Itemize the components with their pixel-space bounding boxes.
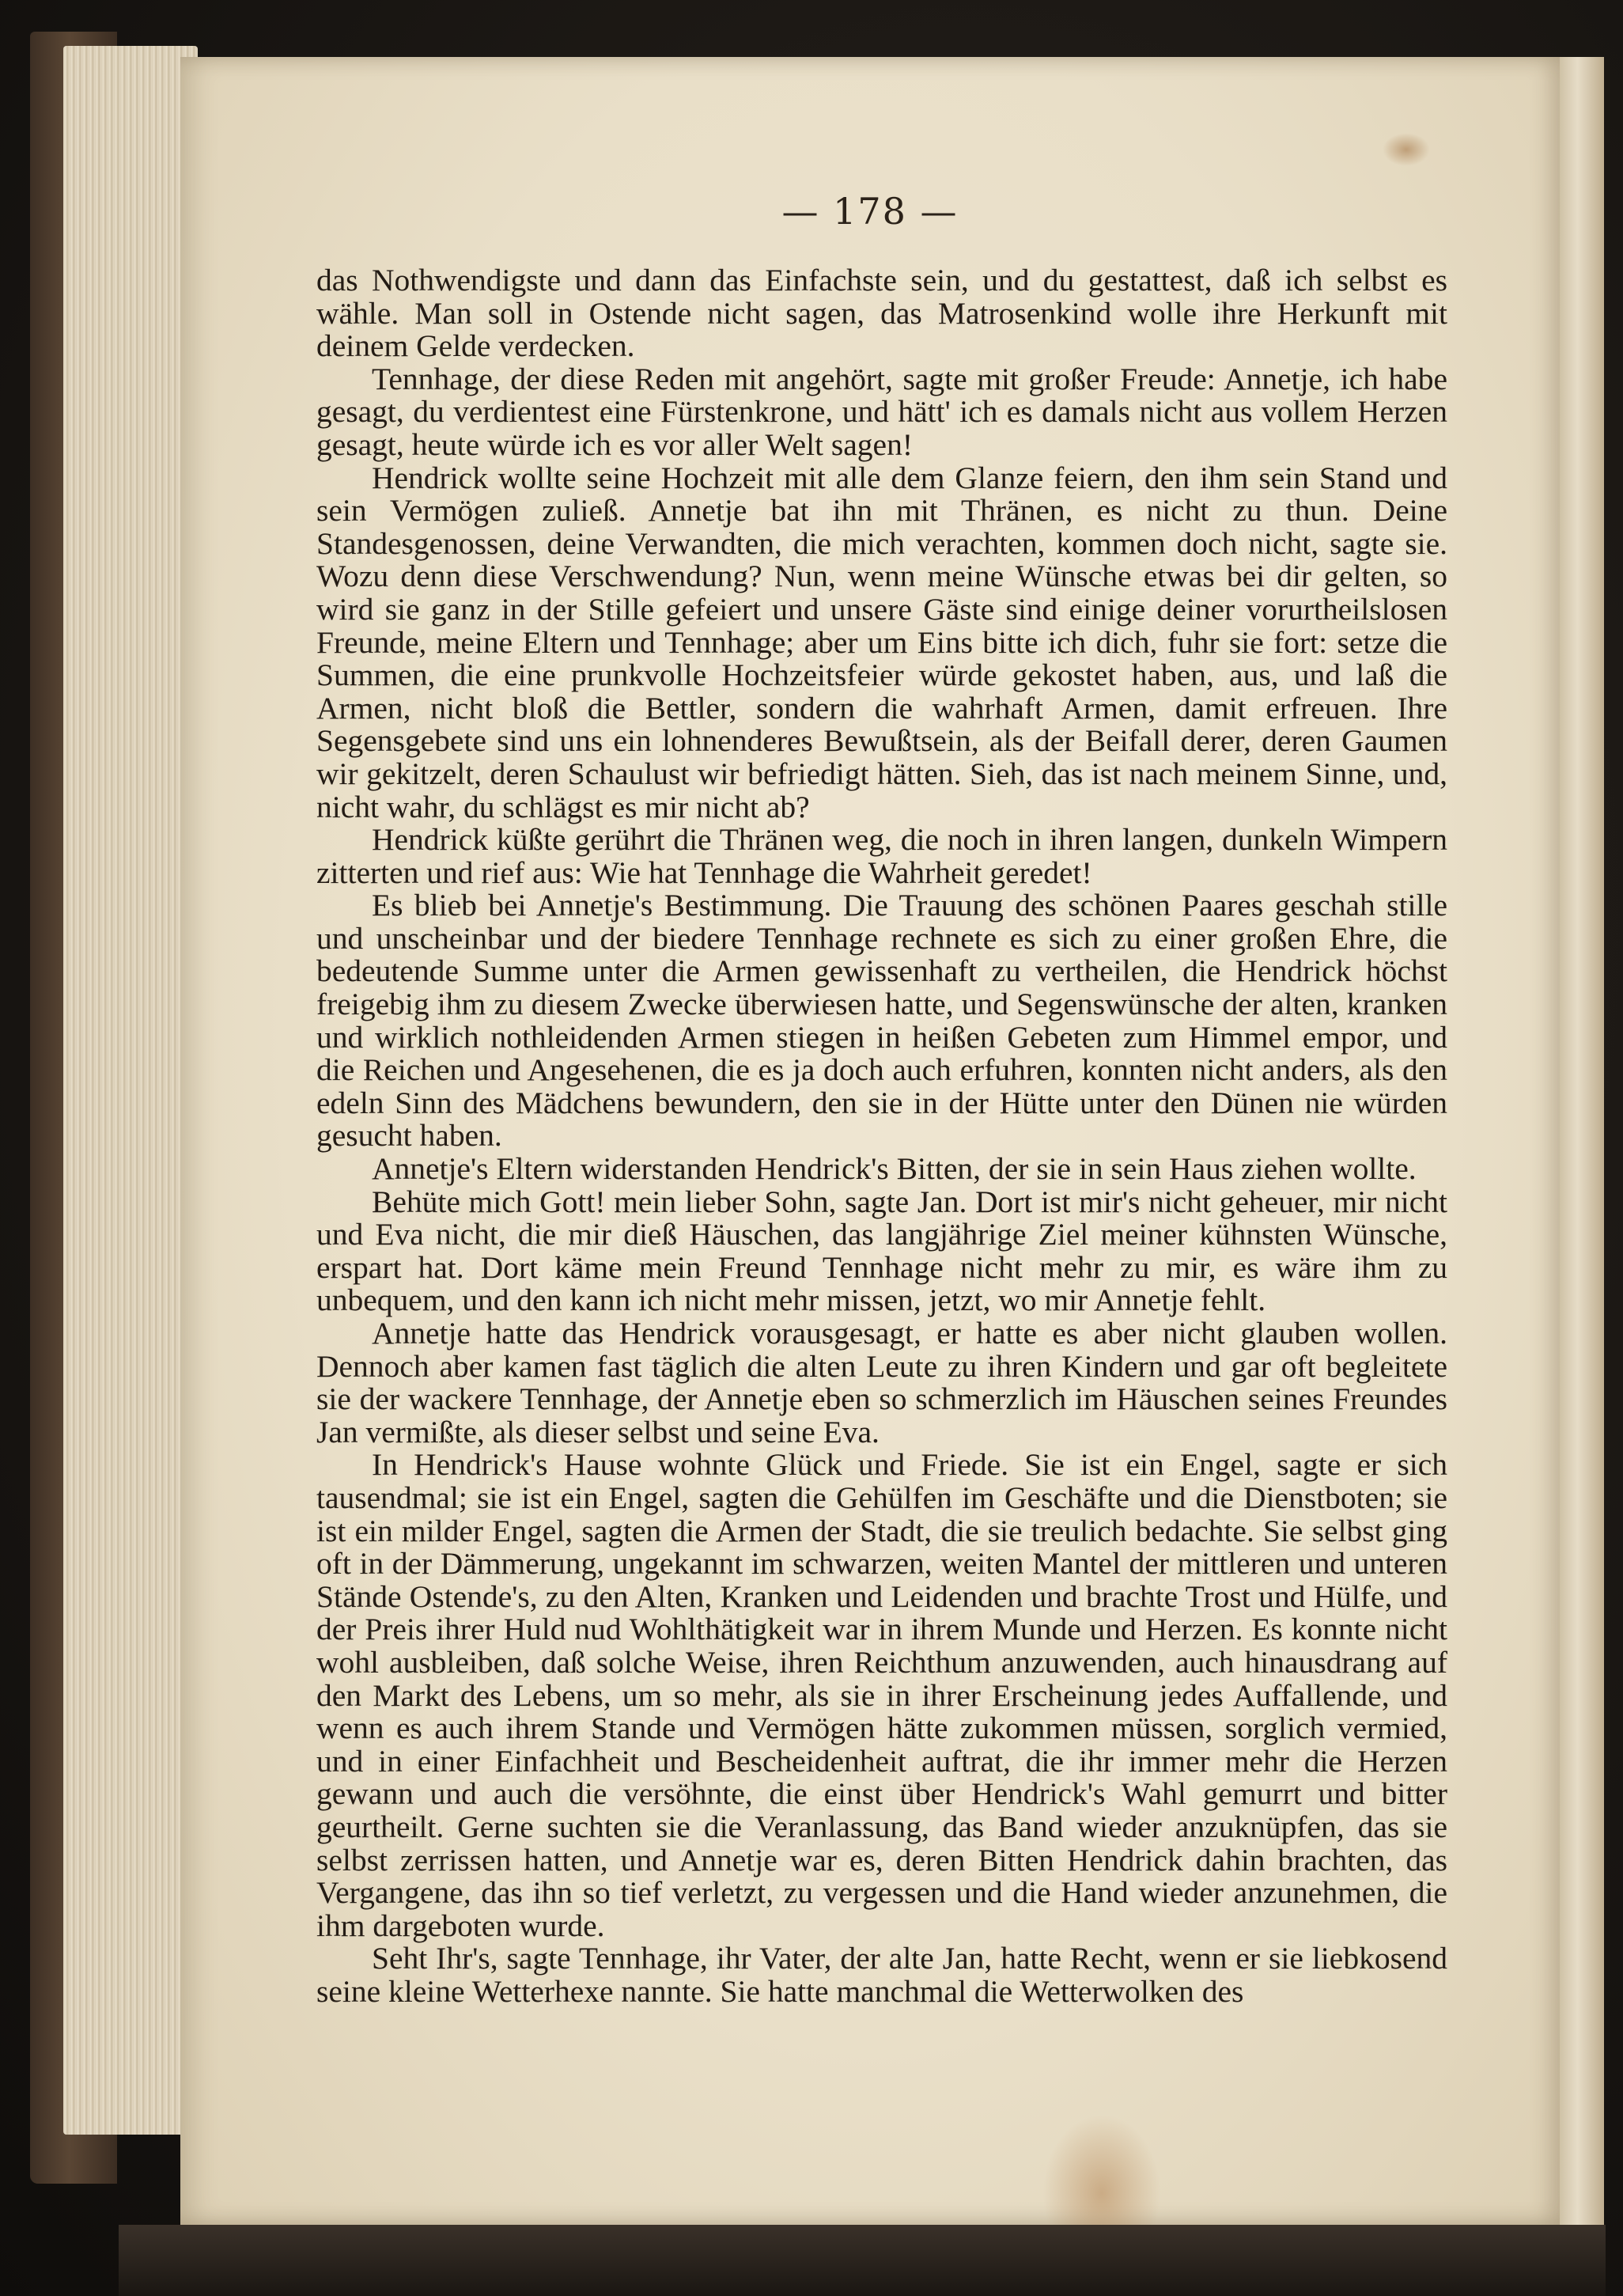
paragraph: das Nothwendigste und dann das Einfachste sein, und du gestattest, daß ich selbst es wähle. Man soll in Ostende nicht sagen, das Matrosenkind wolle ihre Herkunft mit deinem Gelde verdecken. [316,263,1447,364]
paragraph: In Hendrick's Hause wohnte Glück und Friede. Sie ist ein Engel, sagte er sich tausendmal; sie ist ein Engel, sagten die Gehülfen im Geschäfte und die Dienstboten; sie ist ein milder Engel, sagten die Armen der Stadt, die sie treulich bedachte. Sie selbst ging oft in der Dämmerung, ungekannt im schwarzen, weiten Mantel der mittleren und unteren Stände Ostende's, zu den Alten, Kranken und Leidenden und brachte Trost und Hülfe, und der Preis ihrer Huld nud Wohlthätigkeit war in ihrem Munde und Herzen. Es konnte nicht wohl ausbleiben, daß solche Weise, ihren Reichthum anzuwenden, auch hinausdrang auf den Markt des Lebens, um so mehr, als sie in ihrer Erscheinung jedes Auffallende, und wenn es auch ihrem Stande und Vermögen hätte zukommen müssen, sorglich vermied, und in einer Einfachheit und Bescheidenheit auftrat, die ihr immer mehr die Herzen gewann und auch die versöhnte, die einst über Hendrick's Wahl gemurrt und bitter geurtheilt. Gerne suchten sie die Veranlassung, das Band wieder anzuknüpfen, das sie selbst zerrissen hatten, und Annetje war es, deren Bitten Hendrick dahin brachten, das Vergangene, das ihn so tief verletzt, zu vergessen und die Hand wieder anzunehmen, die ihm dargeboten wurde. [316,1447,1447,1943]
page-stack-edges [63,46,198,2135]
paragraph: Hendrick wollte seine Hochzeit mit alle dem Glanze feiern, den ihm sein Stand und sein Vermögen zuließ. Annetje bat ihn mit Thränen, es nicht zu thun. Deine Standesgenossen, deine Verwandten, die mich verachten, kommen doch nicht, sagte sie. Wozu denn diese Verschwendung? Nun, wenn meine Wünsche etwas bei dir gelten, so wird sie ganz in der Stille gefeiert und unsere Gäste sind einige deiner vorurtheilslosen Freunde, meine Eltern und Tennhage; aber um Eins bitte ich dich, fuhr sie fort: setze die Summen, die eine prunkvolle Hochzeitsfeier würde gekostet haben, aus, und laß die Armen, nicht bloß die Bettler, sondern die wahrhaft Armen, damit erfreuen. Ihre Segensgebete sind uns ein lohnenderes Bewußtsein, als der Beifall derer, deren Gaumen wir gekitzelt, deren Schaulust wir befriedigt hätten. Sieh, das ist nach meinem Sinne, und, nicht wahr, du schlägst es mir nicht ab? [316,460,1447,824]
foxing-stain [1383,133,1430,166]
page-number: — 178 — [781,190,959,233]
paragraph: Behüte mich Gott! mein lieber Sohn, sagte Jan. Dort ist mir's nicht geheuer, mir nicht und Eva nicht, die mir dieß Häuschen, das langjährige Ziel meiner kühnsten Wünsche, erspart hat. Dort käme mein Freund Tennhage nicht mehr zu mir, es wäre ihm zu unbequem, und den kann ich nicht mehr missen, jetzt, wo mir Annetje fehlt. [316,1184,1447,1318]
facing-page-edge [1560,57,1604,2225]
paragraph: Tennhage, der diese Reden mit angehört, sagte mit großer Freude: Annetje, ich habe gesagt, du verdientest eine Fürstenkrone, und hätt' ich es damals nicht aus vollem Herzen gesagt, heute würde ich es vor aller Welt sagen! [316,361,1447,462]
paragraph: Annetje hatte das Hendrick vorausgesagt, er hatte es aber nicht glauben wollen. Dennoch aber kamen fast täglich die alten Leute zu ihren Kindern und gar oft begleitete sie der wackere Tennhage, der Annetje eben so schmerzlich im Häuschen seines Freundes Jan vermißte, als dieser selbst und seine Eva. [316,1316,1447,1449]
book-page [180,57,1560,2225]
paragraph: Seht Ihr's, sagte Tennhage, ihr Vater, der alte Jan, hatte Recht, wenn er sie liebkosend seine kleine Wetterhexe nannte. Sie hatte manchmal die Wetterwolken des [316,1941,1447,2009]
paragraph: Es blieb bei Annetje's Bestimmung. Die Trauung des schönen Paares geschah stille und unscheinbar und der biedere Tennhage rechnete es sich zu einer großen Ehre, die bedeutende Summe unter die Armen gewissenhaft zu vertheilen, die Hendrick höchst freigebig ihm zu diesem Zwecke überwiesen hatte, und Segenswünsche der alten, kranken und wirklich nothleidenden Armen stiegen in heißen Gebeten zum Himmel empor, und die Reichen und Angesehenen, die es ja doch auch erfuhren, konnten nicht anders, als den edeln Sinn des Mädchens bewundern, den sie in der Hütte unter den Dünen nie würden gesucht haben. [316,888,1447,1154]
body-text [316,264,1447,2008]
paragraph: Annetje's Eltern widerstanden Hendrick's Bitten, der sie in sein Haus ziehen wollte. [372,1151,1417,1187]
book-bottom-edge [119,2225,1606,2296]
paragraph: Hendrick küßte gerührt die Thränen weg, die noch in ihren langen, dunkeln Wimpern zitterten und rief aus: Wie hat Tennhage die Wahrheit geredet! [316,822,1447,890]
